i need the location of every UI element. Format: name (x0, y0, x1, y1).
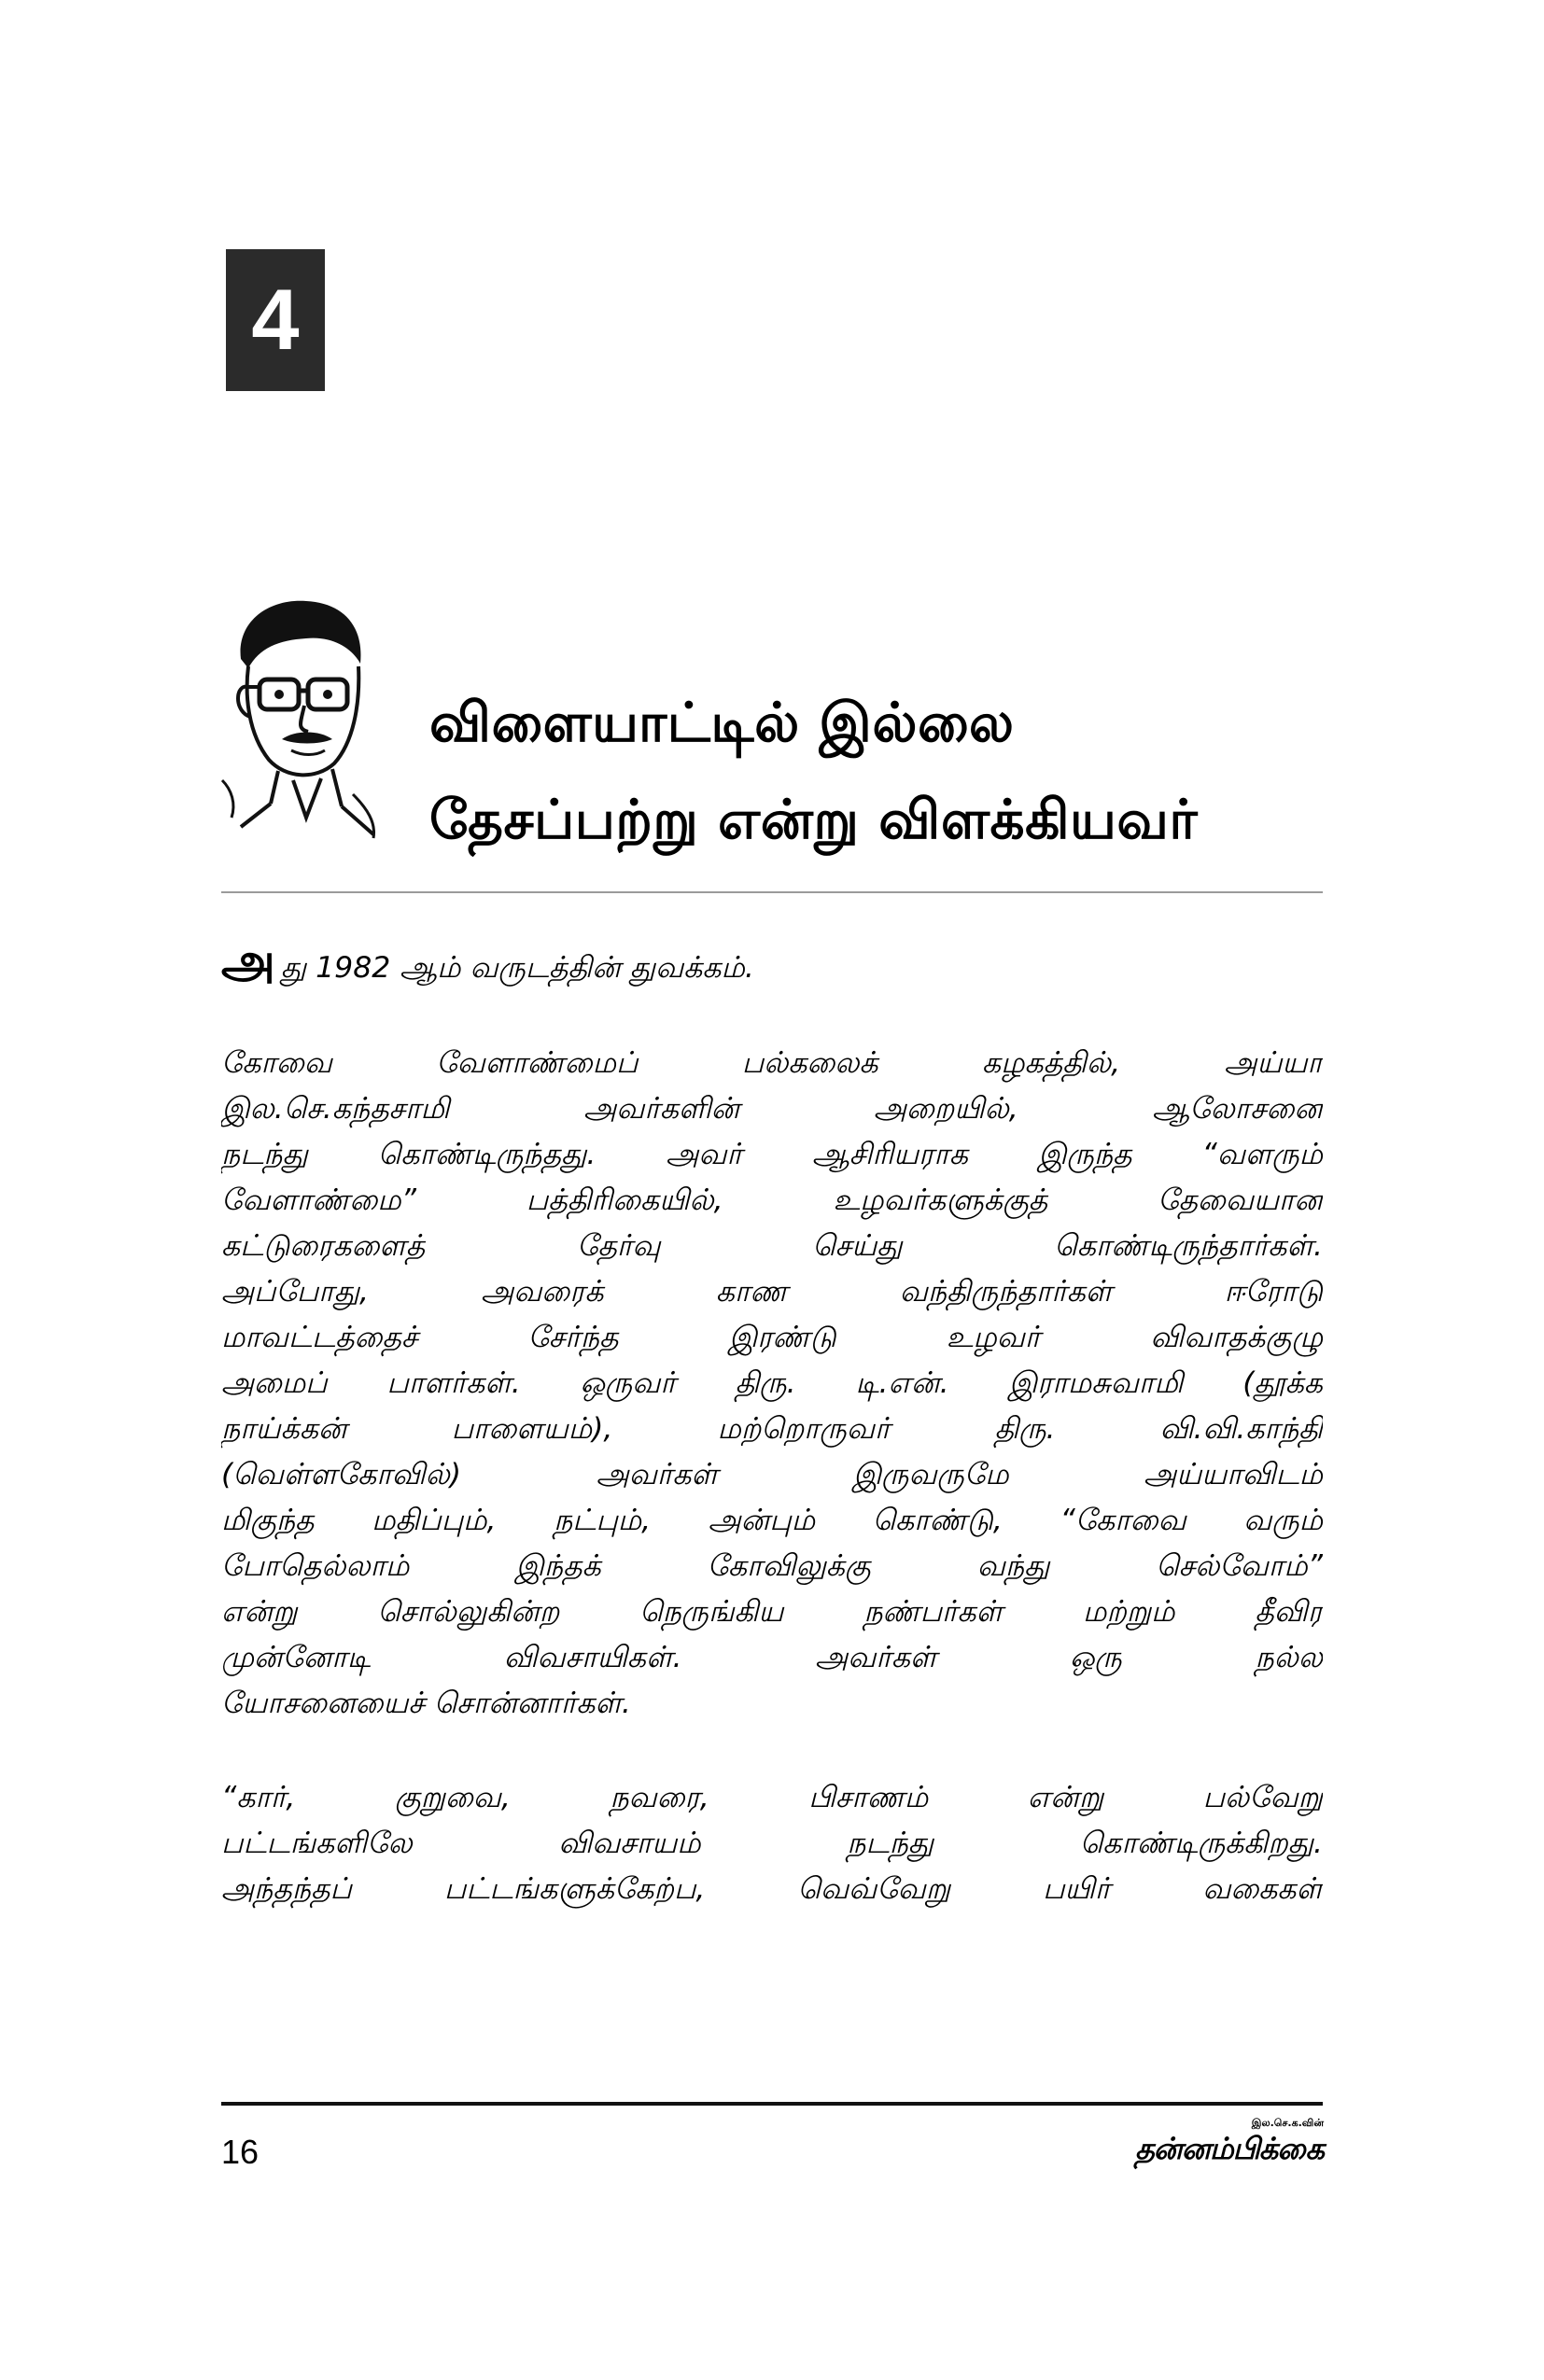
paragraph-line: அந்தந்தப் பட்டங்களுக்கேற்ப, வெவ்வேறு பயிர் வகைகள் (221, 1872, 1323, 1906)
chapter-title-line-2: தேசப்பற்று என்று விளக்கியவர் (429, 788, 1199, 851)
paragraph-2 (221, 1775, 1323, 1912)
paragraph-line: மாவட்டத்தைச் சேர்ந்த இரண்டு உழவர் விவாதக்குழு (221, 1321, 1323, 1354)
paragraph-line: பட்டங்களிலே விவசாயம் நடந்து கொண்டிருக்கிறது. (221, 1827, 1323, 1860)
paragraph-line: யோசனையைச் சொன்னார்கள். (221, 1687, 631, 1720)
paragraph-line: கட்டுரைகளைத் தேர்வு செய்து கொண்டிருந்தார்கள். (221, 1229, 1323, 1263)
chapter-number-badge (226, 249, 325, 391)
paragraph-line: “கார், குறுவை, நவரை, பிசாணம் என்று பல்வேறு (221, 1781, 1323, 1814)
paragraph-line: அப்போது, அவரைக் காண வந்திருந்தார்கள் ஈரோடு (221, 1275, 1323, 1309)
publication-logo-subtitle: இல.செ.க.வின் (1251, 2117, 1324, 2129)
publication-logo-name: தன்னம்பிக்கை (1134, 2131, 1324, 2166)
body-text (221, 943, 1323, 1961)
intro-paragraph (221, 943, 1323, 988)
title-divider (221, 891, 1323, 893)
paragraph-line: மிகுந்த மதிப்பும், நட்பும், அன்பும் கொண்டு, “கோவை வரும் (221, 1504, 1323, 1537)
paragraph-line: என்று சொல்லுகின்ற நெருங்கிய நண்பர்கள் மற்றும் தீவிர (221, 1595, 1323, 1629)
paragraph-line: முன்னோடி விவசாயிகள். அவர்கள் ஒரு நல்ல (221, 1641, 1323, 1674)
intro-line (221, 943, 1323, 988)
chapter-number: 4 (251, 272, 300, 368)
intro-text: து 1982 ஆம் வருடத்தின் துவக்கம். (280, 951, 754, 985)
paragraph-line: வேளாண்மை” பத்திரிகையில், உழவர்களுக்குத் தேவையான (221, 1183, 1323, 1217)
paragraph-line: அமைப் பாளர்கள். ஒருவர் திரு. டி.என். இராமசுவாமி (தூக்க (221, 1366, 1323, 1400)
chapter-title (429, 674, 1363, 868)
chapter-title-line-1: விளையாட்டில் இல்லை (429, 691, 1015, 754)
paragraph-line: (வெள்ளகோவில்) அவர்கள் இருவருமே அய்யாவிடம் (221, 1458, 1323, 1491)
paragraph-line: நாய்க்கன் பாளையம்), மற்றொருவர் திரு. வி.வி.காந்தி (221, 1412, 1323, 1446)
paragraph-line: போதெல்லாம் இந்தக் கோவிலுக்கு வந்து செல்வோம்” (221, 1549, 1323, 1583)
author-portrait-illustration (204, 594, 381, 846)
paragraph-line: இல.செ.கந்தசாமி அவர்களின் அறையில், ஆலோசனை (221, 1092, 1323, 1126)
publication-logo (1064, 2117, 1324, 2173)
page-number: 16 (221, 2133, 260, 2171)
paragraph-line: நடந்து கொண்டிருந்தது. அவர் ஆசிரியராக இருந்த “வளரும் (221, 1138, 1323, 1171)
paragraph-line: கோவை வேளாண்மைப் பல்கலைக் கழகத்தில், அய்யா (221, 1046, 1323, 1080)
paragraph-1 (221, 1041, 1323, 1727)
drop-cap: அ (221, 943, 275, 988)
footer-divider (221, 2102, 1323, 2106)
